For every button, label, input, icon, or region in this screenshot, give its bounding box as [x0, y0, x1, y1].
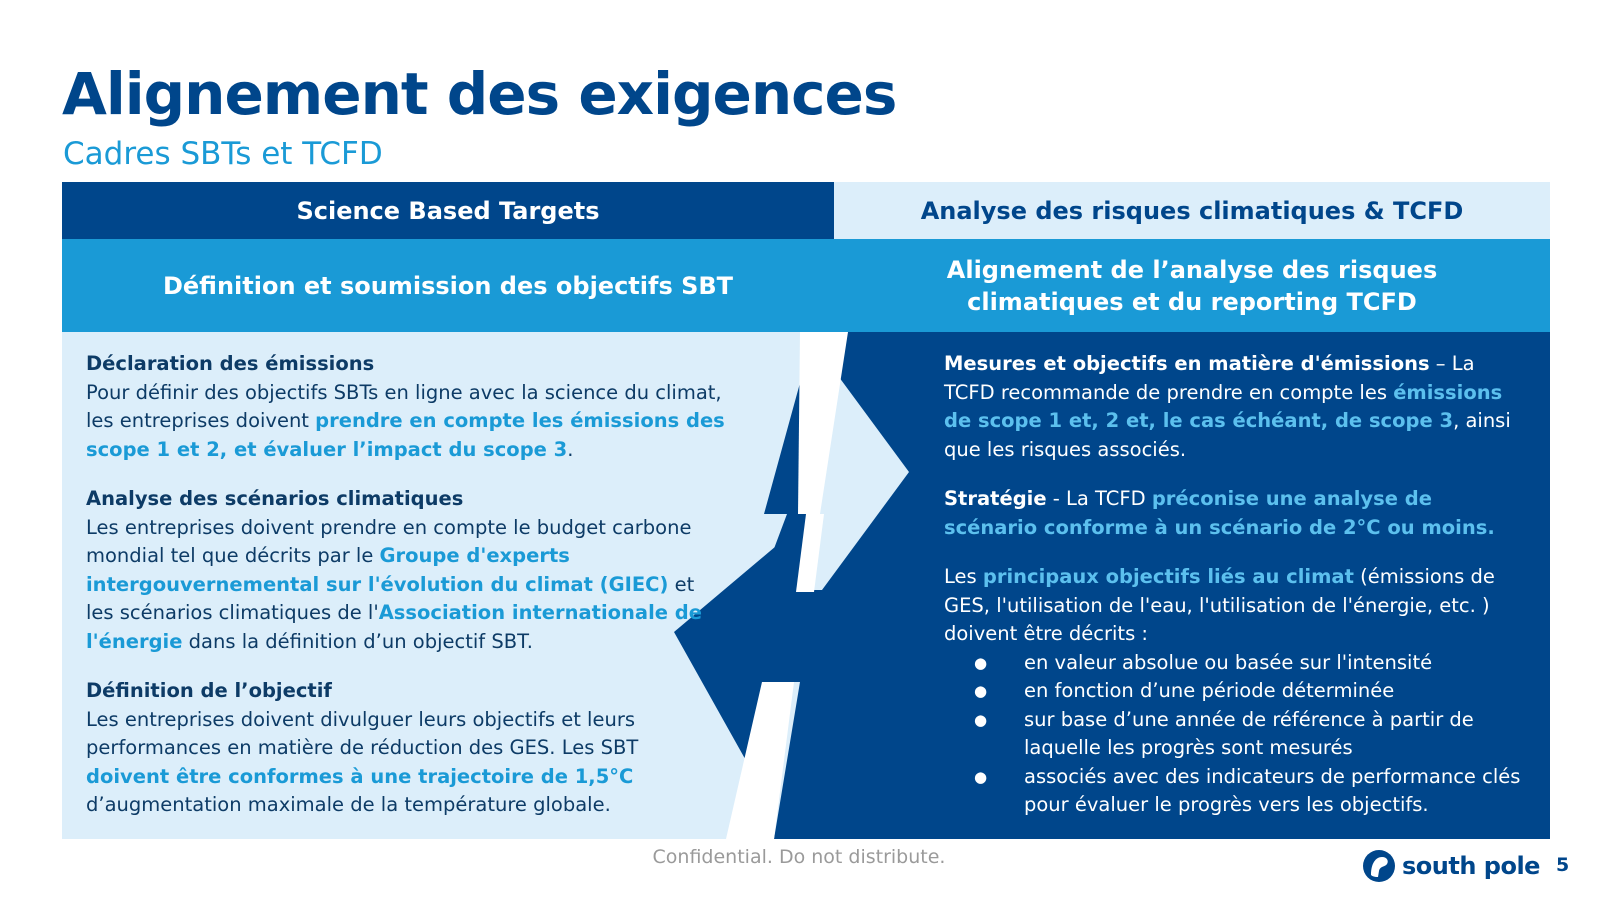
section-highlight: émissions de scope 1 et, 2 et, le cas échéant, de scope 3: [944, 380, 1503, 432]
section-heading: Déclaration des émissions: [86, 352, 375, 375]
objectives-list: [944, 649, 1524, 820]
section-heading: Stratégie: [944, 487, 1047, 510]
tcfd-header: Analyse des risques climatiques & TCFD: [834, 182, 1550, 239]
section-text: (émissions de GES, l'utilisation de l'eau, l'utilisation de l'énergie, etc. ) doivent être décrits :: [944, 565, 1495, 645]
section-highlight: Association internationale de l'énergie: [86, 601, 702, 653]
tcfd-subheader: [834, 239, 1550, 332]
tcfd-subheader-line2: climatiques et du reporting TCFD: [967, 287, 1417, 316]
list-item: ● sur base d’une année de référence à partir de laquelle les progrès sont mesurés: [944, 706, 1524, 763]
section-text: et les scénarios climatiques de l': [86, 572, 695, 624]
section-text: Pour définir des objectifs SBTs en ligne avec la science du climat, les entreprises doivent: [86, 380, 722, 432]
page-title: Alignement des exigences: [62, 60, 897, 128]
section-text: Les entreprises doivent prendre en compte le budget carbone mondial tel que décrits par le: [86, 515, 692, 567]
section-highlight: principaux objectifs liés au climat: [982, 565, 1354, 588]
section-text: .: [567, 437, 574, 461]
page-number: 5: [1556, 854, 1570, 876]
section-text: – La TCFD recommande de prendre en compte les: [944, 352, 1475, 404]
list-item: ● en valeur absolue ou basée sur l'intensité: [944, 649, 1524, 678]
section-text: d’augmentation maximale de la température globale.: [86, 793, 611, 816]
section-heading: Définition de l’objectif: [86, 679, 332, 702]
page-subtitle: Cadres SBTs et TCFD: [63, 136, 383, 172]
tcfd-subheader-line1: Alignement de l’analyse des risques: [946, 255, 1438, 284]
section-highlight: prendre en compte les émissions des scope 1 et 2, et évaluer l’impact du scope 3: [86, 409, 725, 461]
sbt-content: [86, 350, 726, 841]
section-highlight: Groupe d'experts intergouvernemental sur l'évolution du climat (GIEC): [86, 544, 669, 596]
section-text: , ainsi que les risques associés.: [944, 409, 1511, 461]
tcfd-objectives-section: [944, 563, 1524, 820]
section-text: Les entreprises doivent divulguer leurs objectifs et leurs performances en matière de réduction des GES. Les SBT: [86, 707, 639, 759]
sbt-target-section: [86, 677, 726, 820]
south-pole-logo-icon: [1362, 849, 1396, 883]
sbt-subheader: Définition et soumission des objectifs SBT: [62, 239, 834, 332]
section-text: Les: [944, 565, 983, 588]
section-highlight: préconise une analyse de scénario conforme à un scénario de 2°C ou moins.: [944, 487, 1495, 539]
confidential-footer: Confidential. Do not distribute.: [652, 846, 946, 868]
sbt-emissions-section: [86, 350, 726, 464]
section-text: dans la définition d’un objectif SBT.: [182, 629, 533, 653]
list-item: ● associés avec des indicateurs de performance clés pour évaluer le progrès vers les objectifs.: [944, 763, 1524, 820]
south-pole-logo: [1362, 849, 1540, 883]
tcfd-metrics-section: [944, 350, 1524, 464]
section-heading: Mesures et objectifs en matière d'émissions: [944, 352, 1430, 375]
list-item: ● en fonction d’une période déterminée: [944, 677, 1524, 706]
section-highlight: doivent être conformes à une trajectoire de 1,5°C: [86, 764, 634, 788]
logo-text: south pole: [1402, 852, 1540, 880]
section-text: - La TCFD: [1046, 487, 1152, 510]
section-heading: Analyse des scénarios climatiques: [86, 487, 464, 510]
sbt-scenarios-section: [86, 485, 726, 656]
tcfd-content: [944, 350, 1524, 820]
sbt-header: Science Based Targets: [62, 182, 834, 239]
tcfd-strategy-section: [944, 485, 1524, 542]
